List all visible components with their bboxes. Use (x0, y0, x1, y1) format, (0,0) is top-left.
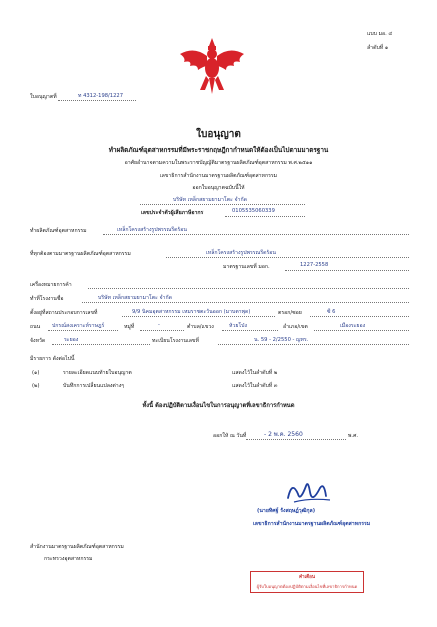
conditions-label: มีรายการ ดังต่อไปนี้ (30, 356, 75, 362)
condition-2-ref: แสดงไว้ในลำดับที่ ๓ (232, 383, 278, 389)
product-label: ทำผลิตภัณฑ์อุตสาหกรรม (30, 228, 87, 234)
warning-title: คำเตือน (298, 575, 316, 580)
amphoe-label: อำเภอ/เขต (283, 324, 308, 330)
regno-label: ทะเบียนโรงงานเลขที่ (152, 338, 199, 344)
factory-label: ทำที่โรงงานชื่อ (30, 296, 64, 302)
company-name: บริษัท เหล็กสยามยามาโตะ จำกัด (173, 197, 247, 203)
province-value: ระยอง (64, 337, 79, 343)
intro-line-2: เลขาธิการสำนักงานมาตรฐานผลิตภัณฑ์อุตสาหกรรม (159, 173, 278, 179)
road-label: ถนน (30, 324, 41, 330)
regno-value: น. 59 - 2/2550 - ญทร. (254, 337, 309, 343)
page-subtitle: ทำผลิตภัณฑ์อุตสาหกรรมที่มีพระราชกฤษฎีกากำหนดให้ต้องเป็นไปตามมาตรฐาน (108, 146, 329, 154)
condition-1-text: รายละเอียดแนบท้ายใบอนุญาต (63, 370, 132, 376)
office-name: สำนักงานมาตรฐานผลิตภัณฑ์อุตสาหกรรม (30, 544, 124, 550)
product-value: เหล็กโครงสร้างรูปพรรณรีดร้อน (117, 227, 187, 233)
road-value: ปกรณ์สงเคราะห์ราษฎร์ (52, 323, 105, 329)
moo-label: หมู่ที่ (124, 324, 135, 330)
trademark-label: เครื่องหมายการค้า (30, 282, 72, 288)
page-title: ใบอนุญาต (196, 129, 241, 140)
moo-value: - (158, 322, 160, 328)
compliance-note: ทั้งนี้ ต้องปฏิบัติตามเงื่อนไขในการอนุญาตที่เลขาธิการกำหนด (142, 403, 295, 409)
license-number-label: ใบอนุญาตที่ (30, 94, 57, 100)
standard-no-value: 1227-2558 (300, 262, 329, 268)
issued-date-value: - 2 พ.ค. 2560 (264, 431, 303, 438)
form-code: แบบ มอ. ๔ (367, 31, 393, 37)
soi-value: ซี 6 (327, 309, 336, 315)
signer-name: (นายทิศฐ์ รังสฤษฏ์วุฒิกุล) (257, 508, 316, 514)
intro-line-1: อาศัยอำนาจตามความในพระราชบัญญัติมาตรฐานผลิตภัณฑ์อุตสาหกรรม พ.ศ.๒๕๑๑ (124, 160, 313, 166)
ministry-name: กระทรวงอุตสาหกรรม (44, 556, 93, 562)
standard-value: เหล็กโครงสร้างรูปพรรณรีดร้อน (206, 250, 276, 256)
tambon-label: ตำบล/แขวง (187, 324, 214, 330)
issued-date-label: ออกให้ ณ วันที่ (213, 433, 247, 439)
address-label: ตั้งอยู่ที่สถานประกอบการเลขที่ (30, 310, 98, 316)
intro-line-3: ออกใบอนุญาตฉบับนี้ให้ (192, 185, 245, 191)
garuda-emblem-icon (176, 36, 248, 96)
condition-2-number: (๒) (32, 383, 40, 389)
license-number-value: ท 4312-198/1227 (78, 93, 123, 99)
factory-value: บริษัท เหล็กสยามยามาโตะ จำกัด (98, 295, 172, 301)
issued-date-suffix: พ.ศ. (348, 433, 359, 439)
warning-box (250, 571, 364, 593)
standard-no-label: มาตรฐานเลขที่ มอก. (223, 264, 270, 270)
warning-text: ผู้รับใบอนุญาตต้องปฏิบัติตามเงื่อนไขที่เลขาธิการกำหนด (256, 584, 358, 589)
taxid-value: 0105535060339 (232, 208, 275, 214)
address-value: 9/9 นิคมอุตสาหกรรม เหมราชตะวันออก (มาบตาพุด) (132, 309, 251, 315)
tambon-value: ห้วยโป่ง (229, 323, 247, 329)
condition-2-text: บันทึกการเปลี่ยนแปลงต่างๆ (63, 383, 125, 389)
standard-label: ที่ทุกต้องตามมาตรฐานผลิตภัณฑ์อุตสาหกรรม (30, 251, 131, 257)
signature-image (280, 476, 340, 510)
taxid-label: เลขประจำตัวผู้เสียภาษีอากร (141, 210, 204, 216)
signer-title: เลขาธิการสำนักงานมาตรฐานผลิตภัณฑ์อุตสาหกรรม (253, 521, 371, 527)
soi-label: ตรอก/ซอย (278, 310, 302, 316)
page-number: ลำดับที่ ๑ (367, 45, 389, 51)
amphoe-value: เมืองระยอง (340, 323, 366, 329)
condition-1-ref: แสดงไว้ในลำดับที่ ๒ (232, 370, 278, 376)
condition-1-number: (๑) (32, 370, 40, 376)
province-label: จังหวัด (30, 338, 46, 344)
